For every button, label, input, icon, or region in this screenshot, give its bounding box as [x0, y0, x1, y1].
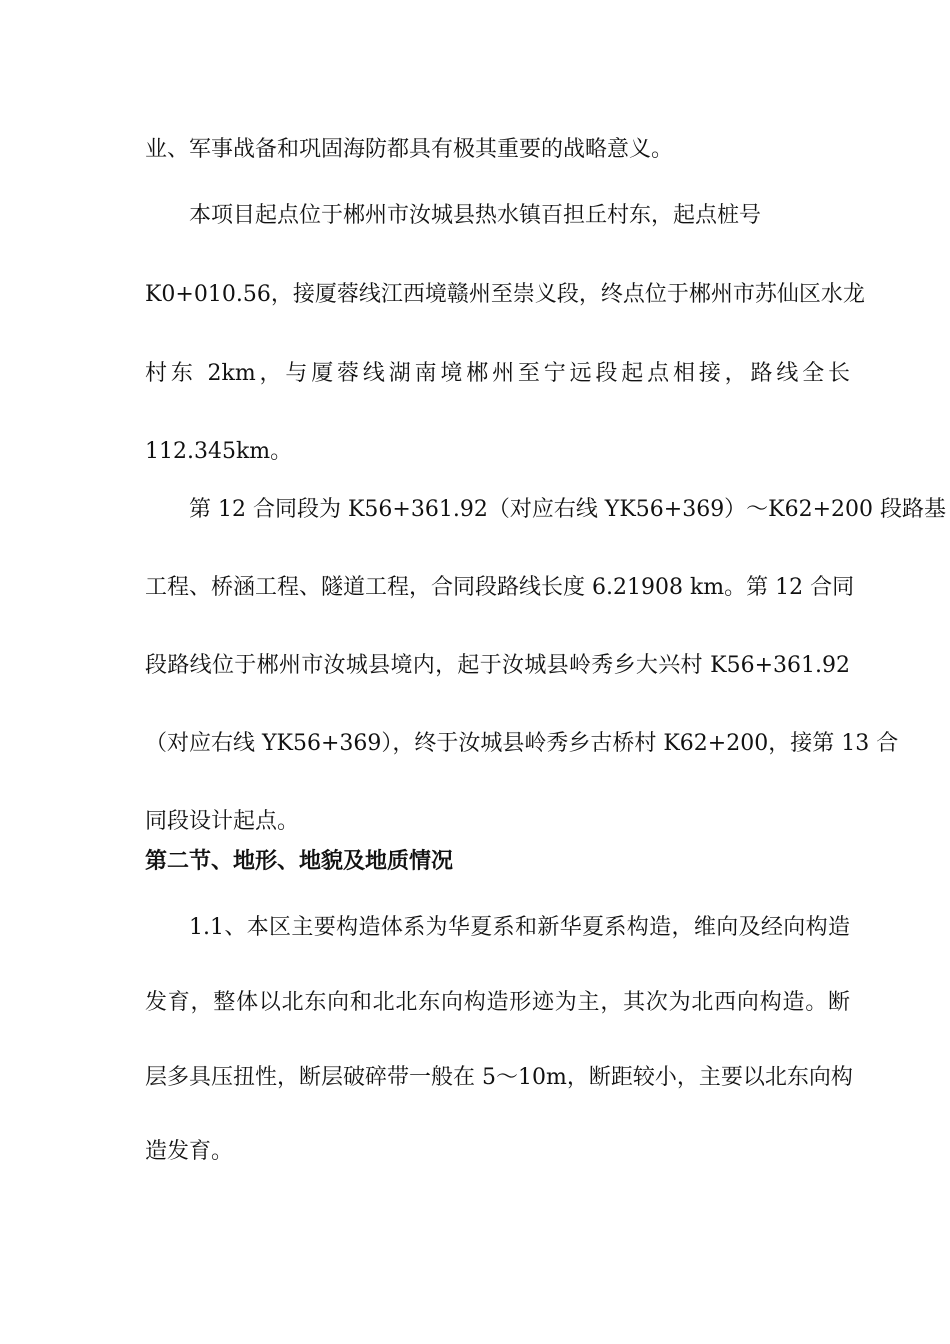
text-line: K0+010.56，接厦蓉线江西境赣州至崇义段，终点位于郴州市苏仙区水龙 [145, 282, 865, 307]
text-line: 村东 2km，与厦蓉线湖南境郴州至宁远段起点相接，路线全长 [145, 361, 850, 386]
text-line: 本项目起点位于郴州市汝城县热水镇百担丘村东，起点桩号 [189, 203, 762, 228]
text-line: 1.1、本区主要构造体系为华夏系和新华夏系构造，维向及经向构造 [189, 915, 850, 940]
section-heading: 第二节、地形、地貌及地质情况 [145, 849, 454, 874]
text-line: 造发育。 [145, 1139, 234, 1164]
text-line: 业、军事战备和巩固海防都具有极其重要的战略意义。 [145, 137, 674, 162]
text-line: 工程、桥涵工程、隧道工程，合同段路线长度 6.21908 km。第 12 合同 [145, 575, 855, 600]
text-line: 发育，整体以北东向和北北东向构造形迹为主，其次为北西向构造。断 [145, 990, 850, 1015]
text-line: 112.345km。 [145, 439, 293, 464]
text-line: （对应右线 YK56+369），终于汝城县岭秀乡古桥村 K62+200，接第 13 合 [145, 731, 899, 756]
text-line: 段路线位于郴州市汝城县境内，起于汝城县岭秀乡大兴村 K56+361.92 [145, 653, 850, 678]
text-line: 第 12 合同段为 K56+361.92（对应右线 YK56+369）～K62+200 段路基 [189, 497, 947, 522]
paragraph-continuation [145, 128, 850, 172]
text-line: 层多具压扭性，断层破碎带一般在 5～10m，断距较小，主要以北东向构 [145, 1065, 853, 1090]
text-line: 同段设计起点。 [145, 809, 300, 834]
